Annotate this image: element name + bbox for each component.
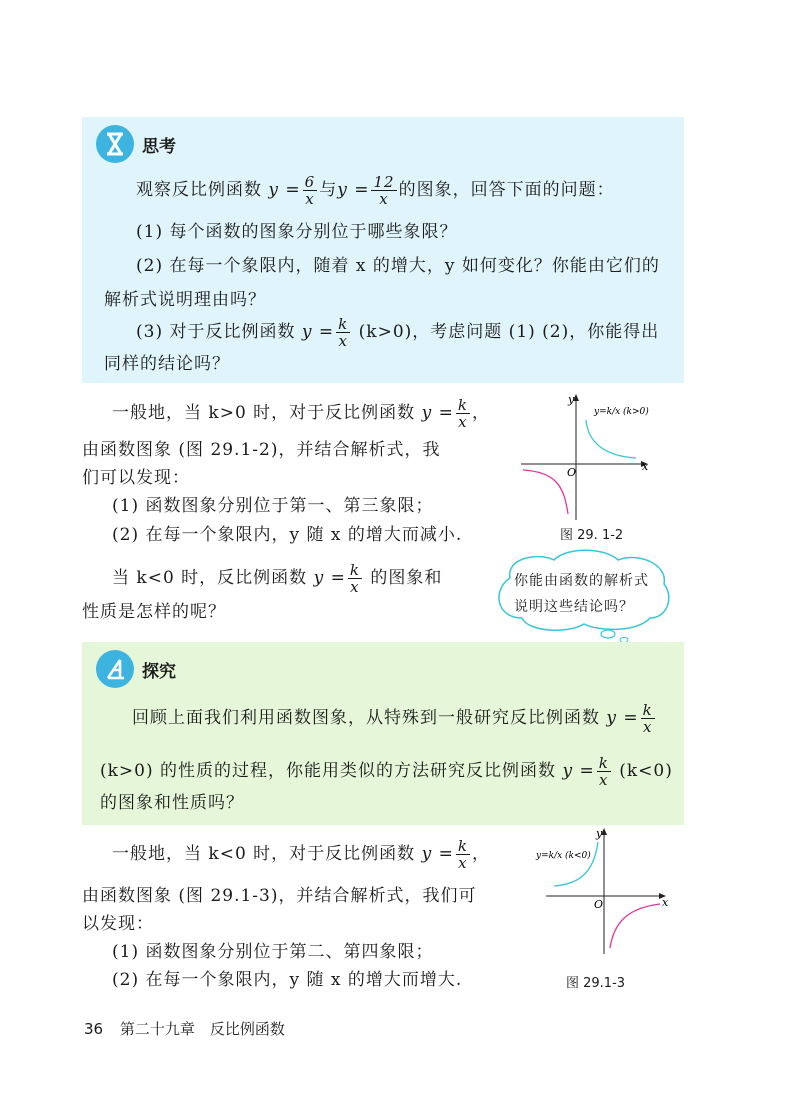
- fraction-k-over-x: $\frac{k}{x}$: [457, 396, 468, 431]
- page-number: 36: [84, 1020, 104, 1038]
- fraction-12-over-x: $\frac{12}{x}$: [373, 173, 395, 208]
- curve-quadrant-1: [586, 420, 636, 458]
- explore-header: [96, 650, 176, 688]
- section2-item1: (1) 函数图象分别位于第二、第四象限；: [112, 942, 434, 962]
- think-box: [82, 117, 684, 383]
- origin-label: O: [594, 898, 604, 911]
- fraction-k-over-x: $\frac{k}{x}$: [642, 701, 653, 736]
- cloud-text: 你能由函数的解析式说明这些结论吗？: [514, 573, 649, 615]
- fraction-k-over-x: $\frac{k}{x}$: [457, 837, 468, 872]
- figure-29-1-3: [532, 826, 682, 956]
- fraction-k-over-x: $\frac{k}{x}$: [598, 754, 609, 789]
- section1-line1: 一般地，当 k>0 时，对于反比例函数 y = $\frac{k}{x}$ ，: [112, 396, 490, 431]
- axis-label-y: y: [568, 393, 575, 406]
- think-title: 思考: [142, 136, 176, 157]
- origin-label: O: [567, 466, 577, 479]
- section2-line2: 由函数图象 (图 29.1-3)，并结合解析式，我们可: [82, 886, 477, 906]
- figure-29-1-2: [516, 392, 666, 522]
- fraction-k-over-x: $\frac{k}{x}$: [349, 561, 360, 596]
- section2-line1: 一般地，当 k<0 时，对于反比例函数 y = $\frac{k}{x}$ ，: [112, 837, 490, 872]
- curve-quadrant-3: [523, 470, 568, 514]
- explore-line2: (k>0) 的性质的过程，你能用类似的方法研究反比例函数 y = $\frac{k}{x}$ (k<0): [100, 754, 673, 789]
- think-question-2b: 解析式说明理由吗？: [104, 290, 266, 310]
- compass-icon: [96, 650, 134, 688]
- section2-item2: (2) 在每一个象限内，y 随 x 的增大而增大.: [112, 970, 463, 990]
- section1-item1: (1) 函数图象分别位于第一、第三象限；: [112, 496, 434, 516]
- explore-line3: 的图象和性质吗？: [100, 793, 244, 813]
- figure-caption-2: 图 29.1-3: [566, 976, 626, 991]
- section1-item2: (2) 在每一个象限内，y 随 x 的增大而减小.: [112, 525, 463, 545]
- figure-caption-1: 图 29. 1-2: [560, 528, 624, 543]
- explore-box: [82, 642, 684, 825]
- fraction-6-over-x: $\frac{6}{x}$: [304, 173, 316, 208]
- think-question-1: (1) 每个函数的图象分别位于哪些象限？: [136, 222, 458, 242]
- function-label: y=k/x (k<0): [536, 851, 591, 861]
- hourglass-icon: [96, 125, 134, 163]
- axis-label-x: x: [642, 460, 649, 473]
- curve-quadrant-4: [610, 904, 660, 948]
- fraction-k-over-x: $\frac{k}{x}$: [338, 315, 349, 350]
- section1-line2: 由函数图象 (图 29.1-2)，并结合解析式，我: [82, 440, 441, 460]
- section1-line6: 当 k<0 时，反比例函数 y = $\frac{k}{x}$ 的图象和: [112, 561, 443, 596]
- think-question-3: (3) 对于反比例函数 y = $\frac{k}{x}$ (k>0)，考虑问题 (1) (2)，你能得出: [136, 315, 660, 350]
- think-question-3b: 同样的结论吗？: [104, 354, 230, 374]
- axis-label-y: y: [596, 827, 603, 840]
- axis-label-x: x: [662, 896, 669, 909]
- chapter-title: 第二十九章 反比例函数: [119, 1020, 285, 1038]
- function-label: y=k/x (k>0): [594, 407, 649, 417]
- think-question-2a: (2) 在每一个象限内，随着 x 的增大，y 如何变化？你能由它们的: [136, 256, 660, 276]
- think-header: [96, 125, 176, 163]
- section1-line7: 性质是怎样的呢？: [82, 602, 226, 622]
- page-footer: [84, 1018, 285, 1039]
- section1-line3: 们可以发现：: [82, 468, 190, 488]
- section2-line3: 以发现：: [82, 914, 154, 934]
- curve-quadrant-2: [554, 842, 598, 886]
- explore-title: 探究: [142, 661, 176, 682]
- think-intro: 观察反比例函数 y = $\frac{6}{x}$ 与y = $\frac{12}{x}$ 的图象，回答下面的问题：: [136, 173, 615, 208]
- explore-line1: 回顾上面我们利用函数图象，从特殊到一般研究反比例函数 y = $\frac{k}{x}$: [132, 701, 653, 736]
